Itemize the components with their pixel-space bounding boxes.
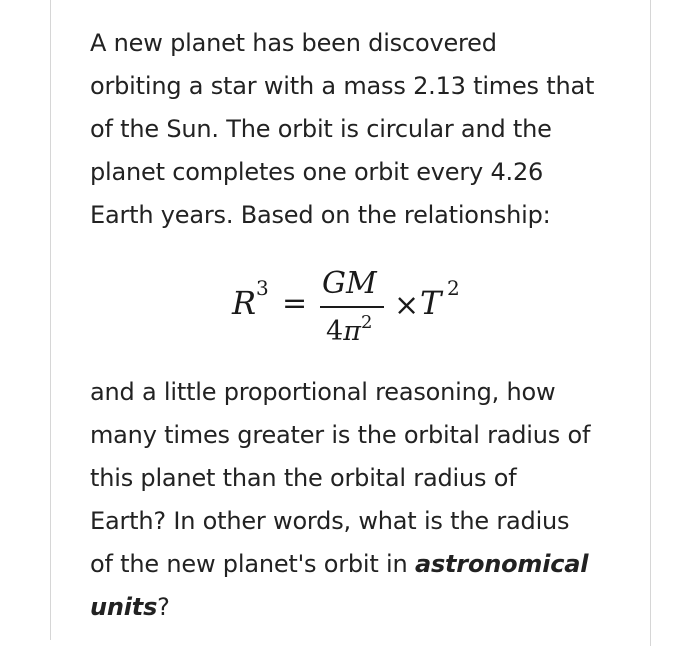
formula-denominator-exponent: 2 (360, 312, 373, 333)
formula-equals: = (282, 286, 308, 321)
question-line-5 (90, 543, 630, 586)
formula-numerator: GM (322, 266, 377, 301)
intro-line-1: A new planet has been discovered (90, 29, 497, 57)
formula-denominator-pi: π (343, 316, 361, 347)
right-border-line (650, 0, 651, 646)
formula-times: × (394, 288, 420, 323)
question-mark: ? (157, 593, 170, 621)
formula-denominator-coef: 4 (326, 316, 344, 347)
formula-r-exponent: 3 (256, 276, 269, 300)
question-line-1: and a little proportional reasoning, how (90, 378, 556, 406)
formula-fraction-bar (320, 306, 384, 308)
formula-r-variable: R (232, 284, 257, 322)
intro-line-5: Earth years. Based on the relationship: (90, 201, 551, 229)
problem-intro (90, 22, 630, 237)
problem-question (90, 371, 630, 629)
formula-denominator (326, 312, 372, 347)
intro-line-3: of the Sun. The orbit is circular and the (90, 115, 552, 143)
formula-t-exponent: 2 (447, 276, 460, 300)
left-border-line (50, 0, 51, 640)
intro-line-4: planet completes one orbit every 4.26 (90, 158, 544, 186)
question-line-3: this planet than the orbital radius of (90, 464, 517, 492)
emphasis-astronomical: astronomical (414, 550, 589, 578)
formula-t-variable: T (420, 284, 442, 322)
question-line-4: Earth? In other words, what is the radius (90, 507, 570, 535)
question-line-6 (90, 586, 630, 629)
emphasis-units: units (90, 593, 158, 621)
question-line-5-text: of the new planet's orbit in (90, 550, 415, 578)
keplers-law-formula (232, 266, 512, 356)
intro-line-2: orbiting a star with a mass 2.13 times that (90, 72, 595, 100)
question-line-2: many times greater is the orbital radius of (90, 421, 591, 449)
